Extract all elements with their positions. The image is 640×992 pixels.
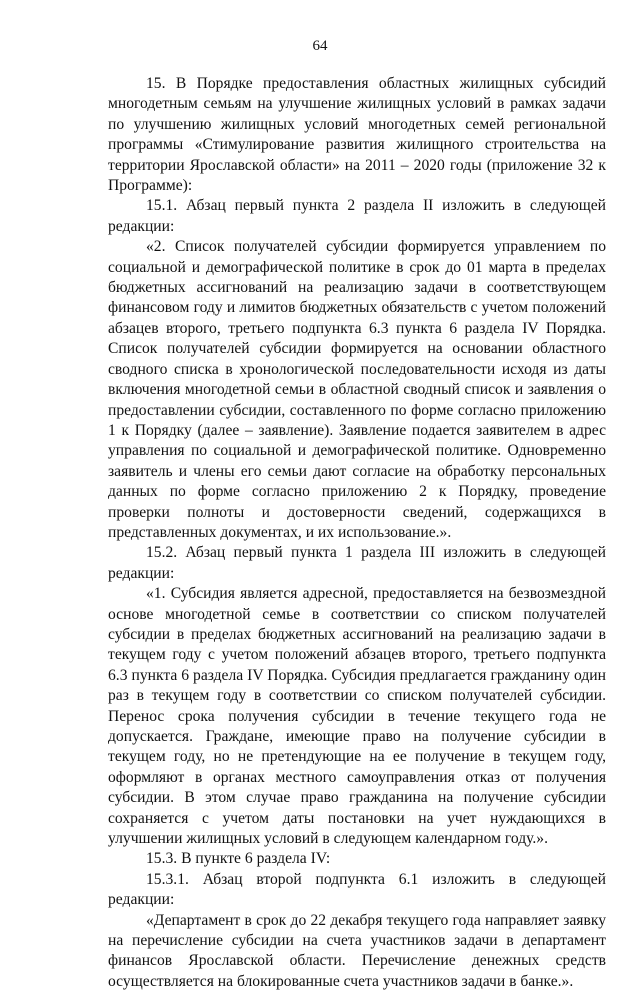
paragraph-quote-department: «Департамент в срок до 22 декабря текущего года направляет заявку на перечисление субсидии на счета участников задачи в департамент финансов Ярославской области. Перечисление денежных средств осуществляется на блокированные счета участников задачи в банке.». [108, 911, 606, 990]
page-number: 64 [312, 38, 328, 54]
document-body [108, 74, 606, 992]
paragraph-15-1: 15.1. Абзац первый пункта 2 раздела II изложить в следующей редакции: [108, 197, 606, 235]
paragraph-15-2: 15.2. Абзац первый пункта 1 раздела III изложить в следующей редакции: [108, 544, 606, 582]
paragraph-15-3: 15.3. В пункте 6 раздела IV: [146, 850, 331, 868]
paragraph-quote-1: «1. Субсидия является адресной, предоставляется на безвозмездной основе многодетной семье в соответствии со списком получателей субсидии в пределах бюджетных ассигнований на реализацию задачи в текущем году с учетом положений абзацев второго, третьего подпункта 6.3 пункта 6 раздела IV Порядка. Субсидия предлагается гражданину один раз в текущем году в соответствии со списком получателей субсидии. Перенос срока получения субсидии в течение текущего года не допускается. Граждане, имеющие право на получение субсидии в текущем году, но не претендующие на ее получение в текущем году, оформляют в органах местного самоуправления отказ от получения субсидии. В этом случае право гражданина на получение субсидии сохраняется с учетом даты постановки на учет нуждающихся в улучшении жилищных условий в следующем календарном году.». [108, 585, 606, 848]
paragraph-15-3-1: 15.3.1. Абзац второй подпункта 6.1 изложить в следующей редакции: [108, 870, 606, 909]
paragraph-15: 15. В Порядке предоставления областных жилищных субсидий многодетным семьям на улучшение жилищных условий в рамках задачи по улучшению жилищных условий многодетных семей региональной программы «Стимулирование развития жилищного строительства на территории Ярославской области» на 2011 – 2020 годы (приложение 32 к Программе): [108, 75, 606, 195]
paragraph-quote-2: «2. Список получателей субсидии формируется управлением по социальной и демографической политике в срок до 01 марта в пределах бюджетных ассигнований на реализацию задачи в соответствующем финансовом году и лимитов бюджетных обязательств с учетом положений абзацев второго, третьего подпункта 6.3 пункта 6 раздела IV Порядка. Список получателей субсидии формируется на основании областного сводного списка в хронологической последовательности исходя из даты включения многодетной семьи в областной сводный список и заявления о предоставлении субсидии, составленного по форме согласно приложению 1 к Порядку (далее – заявление). Заявление подается заявителем в адрес управления по социальной и демографической политике. Одновременно заявитель и члены его семьи дают согласие на обработку персональных данных по форме согласно приложению 2 к Порядку, проведение проверки полноты и достоверности сведений, содержащихся в представленных документах, и их использование.». [108, 238, 606, 541]
